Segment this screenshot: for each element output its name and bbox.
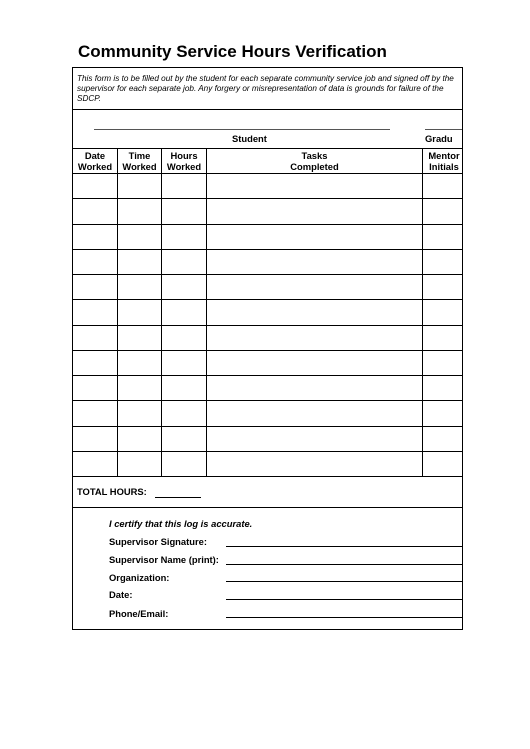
table-row	[73, 400, 462, 425]
date-cell[interactable]	[74, 250, 116, 274]
mentor-initials-cell[interactable]	[423, 199, 463, 223]
verification-form	[72, 67, 463, 630]
table-row	[73, 375, 462, 400]
supervisor-signature-label: Supervisor Signature:	[109, 536, 207, 547]
table-bottom-border	[73, 476, 462, 477]
phone-email-field[interactable]	[226, 617, 463, 618]
supervisor-name-label: Supervisor Name (print):	[109, 554, 219, 565]
mentor-initials-cell[interactable]	[423, 351, 463, 375]
hours-cell[interactable]	[162, 351, 205, 375]
date-label: Date:	[109, 589, 133, 600]
table-row	[73, 249, 462, 274]
divider	[73, 507, 462, 508]
time-cell[interactable]	[118, 174, 160, 198]
total-hours-field[interactable]	[155, 497, 201, 498]
column-divider	[161, 149, 162, 476]
mentor-initials-cell[interactable]	[423, 300, 463, 324]
hours-cell[interactable]	[162, 174, 205, 198]
supervisor-signature-field[interactable]	[226, 546, 463, 547]
table-row	[73, 198, 462, 223]
time-cell[interactable]	[118, 401, 160, 425]
divider	[73, 109, 462, 110]
table-row	[73, 274, 462, 299]
student-name-line[interactable]	[94, 129, 390, 130]
organization-label: Organization:	[109, 572, 170, 583]
table-row	[73, 451, 462, 476]
table-row	[73, 299, 462, 324]
tasks-cell[interactable]	[207, 250, 421, 274]
graduation-label: Gradu	[425, 133, 453, 144]
date-cell[interactable]	[74, 351, 116, 375]
date-cell[interactable]	[74, 326, 116, 350]
time-cell[interactable]	[118, 275, 160, 299]
mentor-initials-cell[interactable]	[423, 376, 463, 400]
tasks-cell[interactable]	[207, 199, 421, 223]
tasks-cell[interactable]	[207, 401, 421, 425]
form-instructions: This form is to be filled out by the student for each separate community service job and signed off by the supervisor for each separate job. Any forgery or misrepresentation of data is grounds for failure of the SDCP.	[77, 74, 454, 103]
certification-statement: I certify that this log is accurate.	[109, 518, 253, 529]
supervisor-name-field[interactable]	[226, 564, 463, 565]
table-top-border	[73, 148, 462, 149]
mentor-initials-cell[interactable]	[423, 452, 463, 476]
date-cell[interactable]	[74, 199, 116, 223]
column-divider	[117, 149, 118, 476]
hours-cell[interactable]	[162, 225, 205, 249]
hours-cell[interactable]	[162, 452, 205, 476]
time-cell[interactable]	[118, 376, 160, 400]
organization-field[interactable]	[226, 581, 463, 582]
tasks-cell[interactable]	[207, 326, 421, 350]
hours-cell[interactable]	[162, 275, 205, 299]
time-cell[interactable]	[118, 326, 160, 350]
time-cell[interactable]	[118, 351, 160, 375]
phone-email-label: Phone/Email:	[109, 608, 169, 619]
page-title: Community Service Hours Verification	[78, 42, 387, 61]
tasks-cell[interactable]	[207, 452, 421, 476]
column-divider	[422, 149, 423, 476]
mentor-initials-cell[interactable]	[423, 401, 463, 425]
time-cell[interactable]	[118, 225, 160, 249]
table-row	[73, 173, 462, 198]
hours-cell[interactable]	[162, 376, 205, 400]
tasks-cell[interactable]	[207, 376, 421, 400]
mentor-initials-cell[interactable]	[423, 275, 463, 299]
column-header-hours: Hours Worked	[166, 150, 202, 172]
mentor-initials-cell[interactable]	[423, 427, 463, 451]
column-header-time: Time Worked	[122, 150, 157, 172]
column-header-tasks: Tasks Completed	[290, 150, 339, 172]
column-header-mentor: Mentor Initials	[428, 150, 460, 172]
time-cell[interactable]	[118, 199, 160, 223]
hours-cell[interactable]	[162, 401, 205, 425]
hours-cell[interactable]	[162, 326, 205, 350]
date-field[interactable]	[226, 599, 463, 600]
hours-cell[interactable]	[162, 427, 205, 451]
date-cell[interactable]	[74, 452, 116, 476]
date-cell[interactable]	[74, 427, 116, 451]
table-row	[73, 350, 462, 375]
student-label: Student	[232, 133, 267, 144]
hours-cell[interactable]	[162, 199, 205, 223]
hours-cell[interactable]	[162, 250, 205, 274]
table-row	[73, 325, 462, 350]
tasks-cell[interactable]	[207, 225, 421, 249]
column-divider	[206, 149, 207, 476]
date-cell[interactable]	[74, 174, 116, 198]
date-cell[interactable]	[74, 376, 116, 400]
time-cell[interactable]	[118, 452, 160, 476]
mentor-initials-cell[interactable]	[423, 225, 463, 249]
column-header-date: Date Worked	[77, 150, 113, 172]
mentor-initials-cell[interactable]	[423, 250, 463, 274]
table-row	[73, 426, 462, 451]
time-cell[interactable]	[118, 250, 160, 274]
graduation-line[interactable]	[425, 129, 463, 130]
time-cell[interactable]	[118, 427, 160, 451]
tasks-cell[interactable]	[207, 174, 421, 198]
date-cell[interactable]	[74, 401, 116, 425]
table-row	[73, 224, 462, 249]
date-cell[interactable]	[74, 225, 116, 249]
date-cell[interactable]	[74, 300, 116, 324]
tasks-cell[interactable]	[207, 351, 421, 375]
tasks-cell[interactable]	[207, 275, 421, 299]
tasks-cell[interactable]	[207, 300, 421, 324]
time-cell[interactable]	[118, 300, 160, 324]
date-cell[interactable]	[74, 275, 116, 299]
mentor-initials-cell[interactable]	[423, 326, 463, 350]
hours-cell[interactable]	[162, 300, 205, 324]
tasks-cell[interactable]	[207, 427, 421, 451]
mentor-initials-cell[interactable]	[423, 174, 463, 198]
total-hours-label: TOTAL HOURS:	[77, 486, 147, 497]
